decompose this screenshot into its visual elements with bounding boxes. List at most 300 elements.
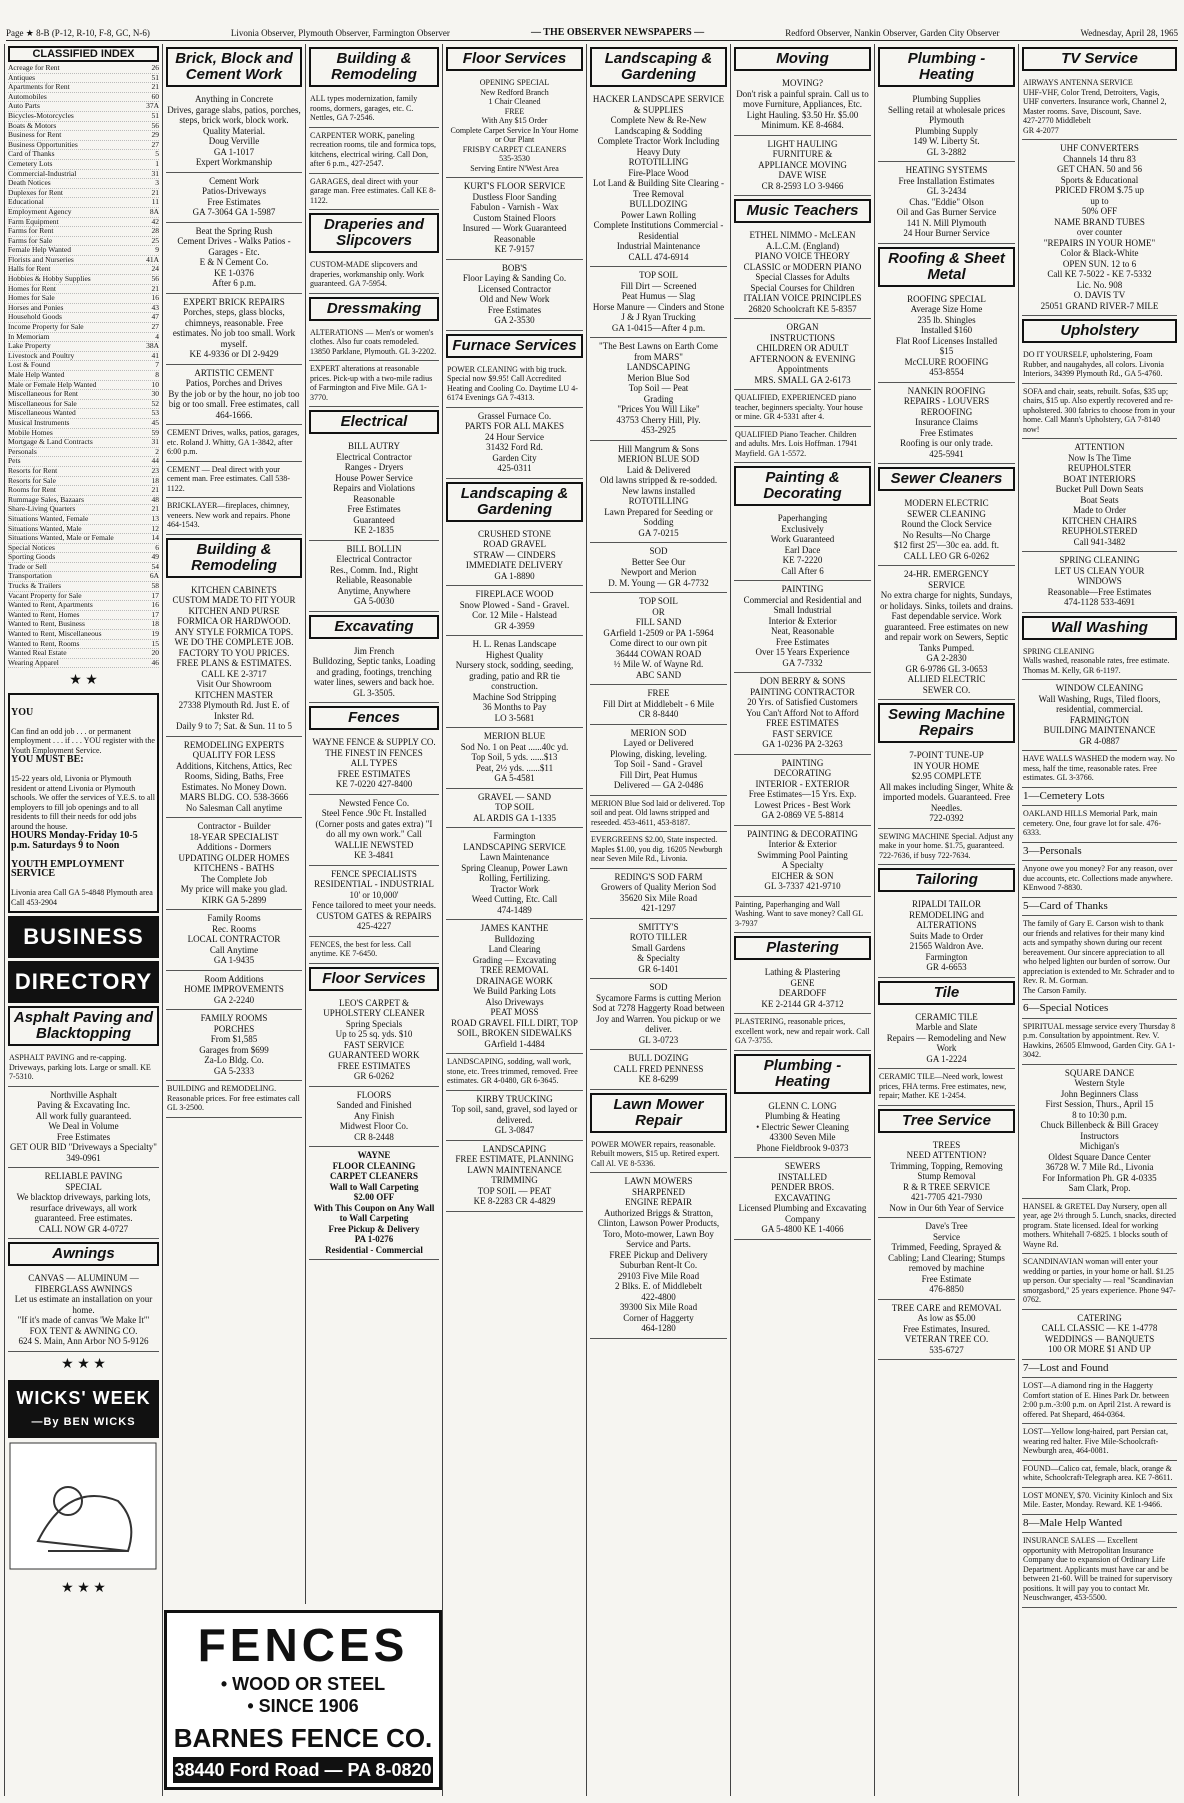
index-number: 20 [151, 648, 159, 658]
index-number: 24 [151, 264, 159, 274]
ad-lost-found-1: LOST—A diamond ring in the Haggerty Comfort station of E. Hines Park Dr. between 2:00 p.m.-3:00 p.m. on April 21st. A reward is offered. Pat Shepard, 464-0364. [1022, 1378, 1177, 1424]
ad-fences-1: WAYNE FENCE & SUPPLY CO. THE FINEST IN FENCES ALL TYPES FREE ESTIMATES KE 7-0220 427-8400 [309, 734, 439, 795]
section-card-of-thanks: 5—Card of Thanks [1022, 898, 1177, 917]
ad-brick-3: Beat the Spring Rush Cement Drives - Walks Patios - Garages - Etc. E & N Cement Co. KE 1-0376 After 6 p.m. [166, 223, 302, 294]
ad-landscaping-b1: HACKER LANDSCAPE SERVICE & SUPPLIES Complete New & Re-New Landscaping & Sodding Complete Tractor Work Including Heavy Duty ROTOTILLING Fire-Place Wood Lot Land & Building Site Clearing - Tree Removal BULLDOZING Power Lawn Rolling Complete Institutions Commercial - Residential Industrial Maintenance CALL 474-6914 [590, 91, 727, 267]
ad-painting-1: Paperhanging Exclusively Work Guaranteed Earl Dace KE 7-2220 Call After 6 [734, 510, 871, 581]
ad-landscaping-b11: REDING'S SOD FARM Growers of Quality Merion Sod 35620 Six Mile Road 421-1297 [590, 869, 727, 919]
page-number: Page ★ 8-B (P-12, R-10, F-8, GC, N-6) [6, 28, 150, 38]
index-label: Wanted to Rent, Miscellaneous [8, 629, 102, 639]
index-number: 6 [155, 542, 159, 552]
ad-landscaping-a7: JAMES KANTHE Bulldozing Land Clearing Grading — Excavating TREE REMOVAL DRAINAGE WORK We Build Parking Lots Also Driveways PEAT MOSS ROAD GRAVEL FILL DIRT, TOP SOIL, BROKEN SIDEWALKS GArfield 1-4484 [446, 920, 583, 1054]
index-label: Homes for Rent [8, 283, 56, 293]
ad-plumbing-3: GLENN C. LONG Plumbing & Heating • Electric Sewer Cleaning 43300 Seven Mile Phone Fieldbrook 9-0373 [734, 1098, 871, 1159]
index-number: 17 [151, 590, 159, 600]
category-building-2: Building & Remodeling [166, 538, 302, 578]
ad-landscaping-b8: MERION SOD Layed or Delivered Plowing, disking, leveling. Top Soil - Sand - Gravel Fill Dirt, Peat Humus Delivered — GA 2-0486 [590, 725, 727, 796]
ad-fences-2: Newsted Fence Co. Steel Fence .90c Ft. Installed (Corner posts and gates extra) "I do all my own work." Call WALLIE NEWSTED KE 3-4841 [309, 795, 439, 866]
papers-right: Redford Observer, Nankin Observer, Garden City Observer [785, 28, 1000, 38]
column-7 [874, 44, 1018, 1796]
ad-building-b5: Family Rooms Rec. Rooms LOCAL CONTRACTOR Call Anytime GA 1-9435 [166, 910, 302, 971]
index-number: 28 [151, 226, 159, 236]
index-number: 21 [151, 82, 159, 92]
index-number: 9 [155, 245, 159, 255]
index-number: 37A [146, 101, 159, 111]
index-label: Wanted to Rent, Homes [8, 609, 80, 619]
ad-landscaping-a2: FIREPLACE WOOD Snow Plowed - Sand - Gravel. Cor. 12 Mile - Halstead GR 4-3959 [446, 586, 583, 636]
ad-music-3: QUALIFIED, EXPERIENCED piano teacher, beginners specialty. Your house or mine. GR 4-5331 after 4. [734, 390, 871, 427]
index-label: Farms for Rent [8, 226, 54, 236]
index-number: 51 [151, 72, 159, 82]
ad-landscaping-b14: BULL DOZING CALL FRED PENNESS KE 8-6299 [590, 1050, 727, 1090]
index-label: Lake Property [8, 341, 51, 351]
index-label: Livestock and Poultry [8, 350, 75, 360]
fences-address: 38440 Ford Road — PA 8-0820 [173, 1757, 433, 1783]
ad-upholstery-1: DO IT YOURSELF, upholstering, Foam Rubber, and naugahydes, all colors. Livonia Interiors, 34399 Plymouth Rd., GA 5-4760. [1022, 347, 1177, 384]
youth-must-body: 15-22 years old, Livonia or Plymouth resident or attend Livonia or Plymouth schools. We offer the services of Y.E.S. to all employers to fill job openings and to all residents to fill their needs for odd jobs around the house. [11, 774, 155, 831]
ad-building-b3: Contractor - Builder 18-YEAR SPECIALIST Additions - Dormers UPDATING OLDER HOMES KITCHENS - BATHS The Complete Job My price will make you glad. KIRK GA 5-2899 [166, 818, 302, 910]
category-plastering: Plastering [734, 936, 871, 960]
index-number: 16 [151, 293, 159, 303]
index-label: Business Opportunities [8, 139, 78, 149]
ad-moving-1: MOVING? Don't risk a painful sprain. Call us to move Furniture, Appliances, Etc. Light Hauling. $3.50 Hr. $5.00 Minimum. KE 8-4684. [734, 75, 871, 136]
ad-landscaping-b7: FREE Fill Dirt at Middlebelt - 6 Mile CR 8-8440 [590, 685, 727, 725]
section-lost-found: 7—Lost and Found [1022, 1360, 1177, 1379]
category-sewing: Sewing Machine Repairs [878, 703, 1015, 743]
ad-landscaping-b13: SOD Sycamore Farms is cutting Merion Sod at 7278 Haggerty Road between Joy and Warren. You pickup or we deliver. GL 3-0723 [590, 979, 727, 1050]
column-2 [162, 44, 305, 1796]
index-label: Sporting Goods [8, 552, 56, 562]
category-fences: Fences [309, 706, 439, 730]
ad-asphalt-3: RELIABLE PAVING SPECIAL We blacktop driveways, parking lots, resurface driveways, all work guaranteed. Free estimates. CALL NOW GR 4-0727 [8, 1168, 159, 1239]
ad-lost-found-4: LOST MONEY, $70. Vicinity Kinloch and Six Mile. Easter, Monday. Reward. KE 1-9466. [1022, 1488, 1177, 1515]
index-label: Business for Rent [8, 130, 62, 140]
index-number: 21 [151, 283, 159, 293]
index-number: 30 [151, 389, 159, 399]
index-number: 45 [151, 417, 159, 427]
category-upholstery: Upholstery [1022, 319, 1177, 343]
index-number: 6A [149, 571, 159, 581]
ad-lost-found-2: LOST—Yellow long-haired, part Persian cat, wearing red halter. Five Mile-Schoolcraft-Newburgh area, 464-0081. [1022, 1424, 1177, 1461]
index-number: 27 [151, 322, 159, 332]
index-label: Homes for Sale [8, 293, 55, 303]
ad-fences-4: FENCES, the best for less. Call anytime. KE 7-6450. [309, 937, 439, 964]
index-label: Hobbies & Hobby Supplies [8, 274, 91, 284]
index-label: Miscellaneous Wanted [8, 408, 76, 418]
index-label: Wanted Real Estate [8, 648, 67, 658]
index-label: Situations Wanted, Male [8, 523, 82, 533]
ad-plumbing-2: HEATING SYSTEMS Free Installation Estimates GL 3-2434 Chas. "Eddie" Olson Oil and Gas Burner Service 141 N. Mill Plymouth 24 Hour Burner Service [878, 162, 1015, 244]
ad-building-3: GARAGES, deal direct with your garage man. Free estimates. Call KE 8-1122. [309, 174, 439, 211]
ad-landscaping-a4: MERION BLUE Sod No. 1 on Peat ......40c yd. Top Soil, 5 yds. ......$13 Peat, 2½ yds. ......$11 GA 5-4581 [446, 728, 583, 789]
index-number: 29 [151, 130, 159, 140]
index-label: Antiques [8, 72, 36, 82]
ad-roofing-2: NANKIN ROOFING REPAIRS - LOUVERS REROOFING Insurance Claims Free Estimates Roofing is our only trade. 425-5941 [878, 383, 1015, 465]
index-number: 5 [155, 149, 159, 159]
ad-special-notices-1: SPIRITUAL message service every Thursday 8 p.m. Consultation by appointment. Rev. V. Hawkins, 26505 Elmwood, Garden City. GA 1-3042. [1022, 1019, 1177, 1065]
section-male-help: 8—Male Help Wanted [1022, 1515, 1177, 1534]
index-number: 21 [151, 504, 159, 514]
ad-tv-1: AIRWAYS ANTENNA SERVICE UHF-VHF, Color Trend, Detroiters, Vagis, UHF converters. Insurance work, Channel 2, Master rooms. Save, Discount, Save. 427-2770 Middlebelt GR 4-2077 [1022, 75, 1177, 140]
wicks-title: WICKS' WEEK [16, 1387, 151, 1408]
ad-tile-1: CERAMIC TILE Marble and Slate Repairs — Remodeling and New Work GA 1-2224 [878, 1009, 1015, 1070]
index-label: Rooms for Rent [8, 485, 56, 495]
ad-brick-7: CEMENT — Deal direct with your cement man. Free estimates. Call 538-1122. [166, 462, 302, 499]
index-number: 15 [151, 638, 159, 648]
index-label: Cemetery Lots [8, 158, 53, 168]
index-number: 8A [149, 206, 159, 216]
ad-brick-8: BRICKLAYER—fireplaces, chimney, veneers. New work and repairs. Phone 464-1543. [166, 498, 302, 535]
ad-sewer-2: 24-HR. EMERGENCY SERVICE No extra charge for nights, Sundays, or holidays. Sinks, toilets and drains. Fast dependable service. Work guaranteed. Free estimates on new and repair work on Sewers, Septic Tanks Pumped. GA 2-2830 GR 6-9786 GL 3-0653 ALLIED ELECTRIC SEWER CO. [878, 566, 1015, 700]
ad-landscaping-a10: LANDSCAPING FREE ESTIMATE, PLANNING LAWN MAINTENANCE TRIMMING TOP SOIL — PEAT KE 8-2283 CR 4-4829 [446, 1141, 583, 1212]
index-label: Female Help Wanted [8, 245, 71, 255]
star-divider: ★ ★ ★ [61, 1356, 106, 1372]
index-label: Horses and Ponies [8, 302, 64, 312]
index-number: 59 [151, 427, 159, 437]
index-label: Farms for Sale [8, 235, 53, 245]
index-label: Transportation [8, 571, 52, 581]
ad-painting-2: PAINTING Commercial and Residential and Small Industrial Interior & Exterior Neat, Reasonable Free Estimates Over 15 Years Experience GA 7-7332 [734, 581, 871, 673]
index-number: 41A [146, 254, 159, 264]
ad-landscaping-b5: SOD Better See Our Newport and Merion D. M. Young — GR 4-7732 [590, 543, 727, 593]
directory-banner: DIRECTORY [8, 961, 159, 1003]
index-number: 60 [151, 91, 159, 101]
index-row [8, 659, 159, 669]
ad-landscaping-a9: KIRBY TRUCKING Top soil, sand, gravel, sod layed or delivered. GL 3-0847 [446, 1091, 583, 1141]
ad-wallwashing-1: SPRING CLEANING Walls washed, reasonable rates, free estimate. Thomas M. Kelly, GR 6-1197. [1022, 644, 1177, 681]
ad-landscaping-b9: MERION Blue Sod laid or delivered. Top soil and peat. Old lawns stripped and reseeded. 453-4611, 453-8187. [590, 796, 727, 833]
ad-landscaping-b2: TOP SOIL Fill Dirt — Screened Peat Humus — Slag Horse Manure — Cinders and Stone J & J Ryan Trucking GA 1-0415—After 4 p.m. [590, 267, 727, 338]
ad-awnings-1: CANVAS — ALUMINUM — FIBERGLASS AWNINGS Let us estimate an installation on your home. "If it's made of canvas 'We Make It'" FOX TENT & AWNING CO. 624 S. Main, Ann Arbor NO 5-9126 [8, 1270, 159, 1352]
index-label: Rummage Sales, Bazaars [8, 494, 85, 504]
page-header [6, 26, 1178, 41]
category-painting: Painting & Decorating [734, 466, 871, 506]
ad-landscaping-a1: CRUSHED STONE ROAD GRAVEL STRAW — CINDERS IMMEDIATE DELIVERY GA 1-8890 [446, 526, 583, 587]
ad-floor-a1: OPENING SPECIAL New Redford Branch 1 Chair Cleaned FREE With Any $15 Order Complete Carpet Service In Your Home or Our Plant FRISBY CARPET CLEANERS 535-3530 Serving Entire N'West Area [446, 75, 583, 178]
ad-lost-found-3: FOUND—Calico cat, female, black, orange & white, Schoolcraft-Telegraph area. KE 7-8611. [1022, 1461, 1177, 1488]
ad-card-of-thanks: The family of Gary E. Carson wish to thank our friends and relatives for their many kind acts and sympathy shown during our recent bereavement. Our sincere appreciation to all who helped lighten our burden of sorrow. Our appreciation is extended to Mr. Schrader and to Rev. R. M. Gorman. The Carson Family. [1022, 916, 1177, 1000]
index-number: 10 [151, 379, 159, 389]
index-label: Situations Wanted, Female [8, 513, 89, 523]
ad-tile-2: CERAMIC TILE—Need work, lowest prices, FHA terms. Free estimates, new, repair; Mather. KE 1-2454. [878, 1069, 1015, 1106]
barnes-fence-ad [164, 1610, 442, 1790]
index-number: 26 [151, 63, 159, 72]
index-number: 18 [151, 619, 159, 629]
papers-left: Livonia Observer, Plymouth Observer, Farmington Observer [230, 28, 450, 38]
section-special-notices: 6—Special Notices [1022, 1000, 1177, 1019]
index-label: Wanted to Rent, Apartments [8, 600, 93, 610]
category-landscaping: Landscaping & Gardening [590, 47, 727, 87]
ad-building-b1: KITCHEN CABINETS CUSTOM MADE TO FIT YOUR KITCHEN AND PURSE FORMICA OR HARDWOOD. ANY STYLE FORMICA TOPS. WE DO THE COMPLETE JOB. FACTORY TO YOU PRICES. FREE PLANS & ESTIMATES. CALL KE 2-3717 Visit Our Showroom KITCHEN MASTER 27338 Plymouth Rd. Just E. of Inkster Rd. Daily 9 to 7; Sat. & Sun. 11 to 5 [166, 582, 302, 737]
ad-landscaping-b12: SMITTY'S ROTO TILLER Small Gardens & Specialty GR 6-1401 [590, 919, 727, 980]
index-label: Death Notices [8, 178, 51, 188]
category-wallwashing: Wall Washing [1022, 616, 1177, 640]
index-list [8, 64, 159, 668]
index-number: 46 [151, 657, 159, 667]
ad-brick-5: ARTISTIC CEMENT Patios, Porches and Drives By the job or by the hour, no job too big or too small. Free estimates, call 464-1666. [166, 365, 302, 426]
category-electrical: Electrical [309, 410, 439, 434]
ad-brick-6: CEMENT Drives, walks, patios, garages, etc. Roland J. Whitty, GA 1-3842, after 6:00 p.m. [166, 425, 302, 462]
index-number: 14 [151, 533, 159, 543]
youth-body: Can find an odd job . . . or permanent employment . . . if . . . YOU register with the Youth Employment Service. [11, 726, 155, 755]
category-music: Music Teachers [734, 199, 871, 223]
index-number: 51 [151, 110, 159, 120]
wicks-cartoon-image [8, 1441, 158, 1571]
ad-painting-4: PAINTING DECORATING INTERIOR - EXTERIOR Free Estimates—15 Yrs. Exp. Lowest Prices - Best Work GA 2-0869 VE 5-8814 [734, 755, 871, 826]
ad-fences-3: FENCE SPECIALISTS RESIDENTIAL - INDUSTRIAL 10' or 10,000' Fence tailored to meet your needs. CUSTOM GATES & REPAIRS 425-4227 [309, 866, 439, 937]
ad-lawnmower-1: POWER MOWER repairs, reasonable. Rebuilt mowers, $15 up. Retired expert. Call Al. VE 8-5336. [590, 1137, 727, 1174]
ad-draperies-1: CUSTOM-MADE slipcovers and draperies, workmanship only. Work guaranteed. GA 7-5954. [309, 257, 439, 294]
index-label: Educational [8, 197, 44, 207]
index-number: 48 [151, 494, 159, 504]
index-number: 52 [151, 398, 159, 408]
ad-floor-a3: BOB'S Floor Laying & Sanding Co. Licensed Contractor Old and New Work Free Estimates GA 2-3530 [446, 260, 583, 331]
index-number: 1 [155, 158, 159, 168]
index-label: Vacant Property for Sale [8, 590, 82, 600]
category-floor-2: Floor Services [309, 967, 439, 991]
index-number: 8 [155, 370, 159, 379]
ad-electrical-1: BILL AUTRY Electrical Contractor Ranges - Dryers House Power Service Repairs and Violations Reasonable Free Estimates Guaranteed KE 2-1835 [309, 438, 439, 541]
index-number: 31 [151, 168, 159, 178]
section-cemetery: 1—Cemetery Lots [1022, 788, 1177, 807]
ad-landscaping-b10: EVERGREENS $2.00, State inspected. Maples $1.00, you dig. 16205 Newburgh near Seven Mile Rd., Livonia. [590, 832, 727, 869]
category-dressmaking: Dressmaking [309, 297, 439, 321]
star-divider: ★ ★ ★ [61, 1580, 106, 1596]
index-number: 56 [151, 274, 159, 284]
index-label: Special Notices [8, 542, 55, 552]
ad-wallwashing-3: HAVE WALLS WASHED the modern way. No mess, half the time, reasonable rates. Free estimates. GL 3-3766. [1022, 751, 1177, 788]
ad-sewing-2: SEWING MACHINE Special. Adjust any make in your home. $1.75, guaranteed. 722-7636, if busy 722-7634. [878, 829, 1015, 866]
category-lawnmower: Lawn Mower Repair [590, 1093, 727, 1133]
index-number: 53 [151, 408, 159, 418]
youth-call: Livonia area Call GA 5-4848 Plymouth area Call 453-2904 [11, 888, 153, 907]
index-number: 49 [151, 552, 159, 562]
index-label: Employment Agency [8, 206, 72, 216]
column-5 [586, 44, 730, 1796]
ad-plastering-2: PLASTERING, reasonable prices, excellent work, new and repair work. Call GA 7-3755. [734, 1014, 871, 1051]
index-number: 42 [151, 216, 159, 226]
index-label: Male Help Wanted [8, 370, 65, 379]
index-number: 21 [151, 485, 159, 495]
column-index [4, 44, 162, 1796]
index-number: 41 [151, 350, 159, 360]
index-number: 12 [151, 523, 159, 533]
column-4 [442, 44, 586, 1796]
index-label: Wanted to Rent, Business [8, 619, 85, 629]
category-tile: Tile [878, 981, 1015, 1005]
wicks-week-banner [8, 1380, 159, 1438]
ad-landscaping-a5: GRAVEL — SAND TOP SOIL AL ARDIS GA 1-1335 [446, 789, 583, 829]
category-brick: Brick, Block and Cement Work [166, 47, 302, 87]
index-label: Automobiles [8, 91, 47, 101]
column-3 [305, 44, 442, 1604]
ad-building-2: CARPENTER WORK, paneling recreation rooms, tile and formica tops, kitchens, electrical wiring. Call Don, after 6 p.m., 427-2547. [309, 128, 439, 174]
classified-index [8, 46, 159, 668]
ad-wallwashing-2: WINDOW CLEANING Wall Washing, Rugs, Tiled floors, residential, commercial. FARMINGTON BUILDING MAINTENANCE GR 4-0887 [1022, 680, 1177, 751]
ad-building-b2: REMODELING EXPERTS QUALITY FOR LESS Additions, Kitchens, Attics, Rec Rooms, Siding, Baths, Free Estimates. No Money Down. MARS BLDG. CO. 538-3666 No Salesman Call anytime [166, 737, 302, 819]
index-label: Wearing Apparel [8, 657, 59, 667]
ad-floor-a2: KURT'S FLOOR SERVICE Dustless Floor Sanding Fabulon - Varnish - Wax Custom Stained Floors Insured — Work Guaranteed Reasonable KE 7-9157 [446, 178, 583, 260]
index-number: 43 [151, 302, 159, 312]
ad-tree-3: TREE CARE and REMOVAL As low as $5.00 Free Estimates, Insured. VETERAN TREE CO. 535-6727 [878, 1300, 1015, 1361]
index-label: In Memoriam [8, 331, 50, 341]
youth-hours: HOURS Monday-Friday 10-5 p.m. Saturdays 9 to Noon [11, 830, 138, 851]
index-number: 23 [151, 465, 159, 475]
ad-landscaping-b4: Hill Mangrum & Sons MERION BLUE SOD Laid & Delivered Old lawns stripped & re-sodded. New lawns installed ROTOTILLING Lawn Prepared for Seeding or Sodding GA 7-0215 [590, 441, 727, 544]
ad-building-1: ALL types modernization, family rooms, dormers, garages, etc. C. Nettles, GA 7-2546. [309, 91, 439, 128]
ad-upholstery-2: SOFA and chair, seats, rebuilt. Sofas, $35 up; chairs, $15 up. Also expertly recovered and re-upholstered. 300 fabrics to choose from in your home. Call Mann's Upholstery, GA 7-8140 now! [1022, 384, 1177, 440]
index-label: Acreage for Rent [8, 63, 60, 72]
ad-furnace-2: Grassel Furnace Co. PARTS FOR ALL MAKES 24 Hour Service 31432 Ford Rd. Garden City 425-0311 [446, 408, 583, 479]
ad-floor-1: LEO'S CARPET & UPHOLSTERY CLEANER Spring Specials Up to 25 sq. yds. $10 FAST SERVICE GUARANTEED WORK FREE ESTIMATES GR 6-0262 [309, 995, 439, 1087]
column-8 [1018, 44, 1180, 1796]
ad-special-notices-3: HANSEL & GRETEL Day Nursery, open all year, age 2½ through 5. Lunch, snacks, directed program. State licensed. Ideal for working mothers. Whitehall 7-6825. 1 blocks south of Wayne Rd. [1022, 1199, 1177, 1255]
ad-sewer-1: MODERN ELECTRIC SEWER CLEANING Round the Clock Service No Results—No Charge $12 first 25'—30c ea. add. ft. CALL LEO GR 6-0262 [878, 495, 1015, 566]
index-label: Apartments for Rent [8, 82, 70, 92]
index-label: Trade or Sell [8, 561, 47, 571]
index-label: Share-Living Quarters [8, 504, 76, 514]
ad-asphalt-1: ASPHALT PAVING and re-capping. Driveways, parking lots. Large or small. KE 7-5310. [8, 1050, 159, 1087]
ad-plumbing-5: SEWERS INSTALLED PENDER BROS. EXCAVATING Licensed Plumbing and Excavating Company GA 5-4800 KE 1-4066 [734, 1158, 871, 1240]
index-label: Household Goods [8, 312, 62, 322]
index-label: Situations Wanted, Male or Female [8, 533, 114, 543]
masthead: — THE OBSERVER NEWSPAPERS — [530, 27, 705, 38]
fences-title: FENCES [197, 1619, 409, 1671]
ad-music-1: ETHEL NIMMO - McLEAN A.L.C.M. (England) PIANO VOICE THEORY CLASSIC or MODERN PIANO Special Classes for Adults Special Courses for Children ITALIAN VOICE PRINCIPLES 26820 Schoolcraft KE 5-8357 [734, 227, 871, 319]
ad-building-b8: BUILDING and REMODELING. Reasonable prices. For free estimates call GL 3-2500. [166, 1081, 302, 1118]
index-number: 13 [151, 513, 159, 523]
index-number: 17 [151, 609, 159, 619]
ad-dressmaking-2: EXPERT alterations at reasonable prices. Pick-up with a two-mile radius of Farmington and Five Mile. GA 1-3770. [309, 361, 439, 407]
index-label: Resorts for Sale [8, 475, 56, 485]
index-label: Lost & Found [8, 360, 51, 370]
category-roofing: Roofing & Sheet Metal [878, 247, 1015, 287]
index-label: Miscellaneous for Rent [8, 389, 78, 399]
index-number: 58 [151, 581, 159, 591]
ad-lawnmower-2: LAWN MOWERS SHARPENED ENGINE REPAIR Authorized Briggs & Stratton, Clinton, Lawson Power Products, Toro, Moto-mower, Lawn Boy Service and Parts. FREE Pickup and Delivery Suburban Rent-It Co. 29103 Five Mile Road 2 Blks. E. of Middlebelt 422-4800 39300 Six Mile Road Corner of Haggerty 464-1280 [590, 1173, 727, 1339]
category-draperies: Draperies and Slipcovers [309, 213, 439, 253]
index-label: Income Property for Sale [8, 322, 84, 332]
ad-male-help-1: INSURANCE SALES — Excellent opportunity with Metropolitan Insurance Company due to expansion of Ordinary Life Department. Applicants must have car and be between 21-60. Will be trained for supervisory positions. It will pay you to contact Mr. Neuschwanger, 453-5500. [1022, 1533, 1177, 1608]
ad-upholstery-4: SPRING CLEANING LET US CLEAN YOUR WINDOWS Reasonable—Free Estimates 474-1128 533-4691 [1022, 552, 1177, 613]
category-moving: Moving [734, 47, 871, 71]
youth-employment-ad [8, 693, 159, 913]
index-number: 16 [151, 600, 159, 610]
index-number: 38A [146, 341, 159, 351]
category-tree: Tree Service [878, 1109, 1015, 1133]
ad-floor-3: WAYNE FLOOR CLEANING CARPET CLEANERS Wall to Wall Carpeting $2.00 OFF With This Coupon on Any Wall to Wall Carpeting Free Pickup & Delivery PA 1-0276 Residential - Commercial [309, 1147, 439, 1260]
ad-electrical-2: BILL BOLLIN Electrical Contractor Res., Comm. Ind., Right Reliable, Reasonable Anytime, Anywhere GA 5-0030 [309, 541, 439, 612]
ad-cemetery: OAKLAND HILLS Memorial Park, main cemetery. One, four grave lot for sale. 476-6333. [1022, 806, 1177, 843]
index-number: 56 [151, 120, 159, 130]
ad-painting-6: Painting, Paperhanging and Wall Washing. Want to save money? Call GL 3-7937 [734, 897, 871, 934]
ad-building-b6: Room Additions HOME IMPROVEMENTS GA 2-2240 [166, 971, 302, 1011]
fences-line-2: • SINCE 1906 [247, 1696, 359, 1716]
category-excavating: Excavating [309, 615, 439, 639]
category-plumbing-2: Plumbing - Heating [734, 1054, 871, 1094]
index-label: Male or Female Help Wanted [8, 379, 97, 389]
page-date: Wednesday, April 28, 1965 [1080, 28, 1178, 38]
ad-building-b7: FAMILY ROOMS PORCHES From $1,585 Garages from $699 Za-Lo Bldg. Co. GA 5-2333 [166, 1010, 302, 1081]
category-awnings: Awnings [8, 1242, 159, 1266]
index-number: 3 [155, 178, 159, 188]
ad-landscaping-a6: Farmington LANDSCAPING SERVICE Lawn Maintenance Spring Cleanup, Power Lawn Rolling, Fertilizing. Tractor Work Weed Cutting, Etc. Call 474-1489 [446, 828, 583, 920]
category-landscaping-2: Landscaping & Gardening [446, 482, 583, 522]
ad-roofing-1: ROOFING SPECIAL Average Size Home 235 lb. Shingles Installed $160 Flat Roof Licenses Installed $15 McCLURE ROOFING 453-8554 [878, 291, 1015, 383]
youth-must: YOU MUST BE: [11, 754, 84, 766]
index-number: 21 [151, 187, 159, 197]
ad-painting-5: PAINTING & DECORATING Interior & Exterior Swimming Pool Painting A Specialty EICHER & SON GL 3-7337 421-9710 [734, 826, 871, 897]
ad-brick-2: Cement Work Patios-Driveways Free Estimates GA 7-3064 GA 1-5987 [166, 173, 302, 223]
section-personals: 3—Personals [1022, 843, 1177, 862]
index-label: Pets [8, 456, 21, 466]
ad-special-notices-5: CATERING CALL CLASSIC — KE 1-4778 WEDDINGS — BANQUETS 100 OR MORE $1 AND UP [1022, 1310, 1177, 1360]
index-number: 44 [151, 456, 159, 466]
index-label: Miscellaneous for Sale [8, 398, 77, 408]
ad-sewing-1: 7-POINT TUNE-UP IN YOUR HOME $2.95 COMPLETE All makes including Singer, White & imported models. Guaranteed. Free Needles. 722-0392 [878, 747, 1015, 829]
ad-brick-4: EXPERT BRICK REPAIRS Porches, steps, glass blocks, chimneys, reasonable. Free estimates. No job too small. Work myself. KE 4-9336 or DI 2-9429 [166, 294, 302, 365]
ad-brick-1: Anything in Concrete Drives, garage slabs, patios, porches, steps, brick work, block work. Quality Material. Doug Verville GA 1-1017 Expert Workmanship [166, 91, 302, 173]
index-number: 27 [151, 139, 159, 149]
ad-landscaping-b6: TOP SOIL OR FILL SAND GArfield 1-2509 or PA 1-5964 Come direct to our own pit 36444 COWAN ROAD ½ Mile W. of Wayne Rd. ABC SAND [590, 593, 727, 685]
index-row [8, 448, 159, 458]
ad-music-2: ORGAN INSTRUCTIONS CHILDREN OR ADULT AFTERNOON & EVENING Appointments MRS. SMALL GA 2-6173 [734, 319, 871, 390]
category-plumbing: Plumbing - Heating [878, 47, 1015, 87]
index-label: Wanted to Rent, Rooms [8, 638, 80, 648]
index-label: Halls for Rent [8, 264, 51, 274]
ad-excavating-1: Jim French Bulldozing, Septic tanks, Loading and grading, footings, trenching water lines, sewers and back hoe. GL 3-3505. [309, 643, 439, 704]
category-building: Building & Remodeling [309, 47, 439, 87]
youth-service: YOUTH EMPLOYMENT SERVICE [11, 858, 124, 880]
ad-asphalt-2: Northville Asphalt Paving & Excavating Inc. All work fully guaranteed. We Deal in Volume Free Estimates GET OUR BID "Driveways a Specialty" 349-0961 [8, 1087, 159, 1169]
ad-tree-2: Dave's Tree Service Trimmed, Feeding, Sprayed & Cabling; Land Clearing; Stumps removed by machine Free Estimate 476-8850 [878, 1218, 1015, 1300]
star-divider: ★ ★ [69, 673, 98, 689]
wicks-byline: —By BEN WICKS [31, 1415, 136, 1428]
index-number: 18 [151, 475, 159, 485]
ad-landscaping-b3: "The Best Lawns on Earth Come from MARS" LANDSCAPING Merion Blue Sod Top Soil — Peat Grading "Prices You Will Like" 43753 Cherry Hill, Ply. 453-2925 [590, 338, 727, 441]
index-label: Musical Instruments [8, 417, 70, 427]
index-label: Trucks & Trailers [8, 581, 62, 591]
ad-dressmaking-1: ALTERATIONS — Men's or women's clothes. Also fur coats remodeled. 13850 Parklane, Plymouth. GL 3-2202. [309, 325, 439, 362]
ad-upholstery-3: ATTENTION Now Is The Time REUPHOLSTER BOAT INTERIORS Bucket Pull Down Seats Boat Seats Made to Order KITCHEN CHAIRS REUPHOLSTERED Call 941-3482 [1022, 439, 1177, 552]
ad-tv-2: UHF CONVERTERS Channels 14 thru 83 GET CHAN. 50 and 56 Sports & Educational PRICED FROM $.75 up up to 50% OFF NAME BRAND TUBES over counter "REPAIRS IN YOUR HOME" Color & Black-White OPEN SUN. 12 to 6 Call KE 7-5022 - KE 7-5332 Lic. No. 908 O. DAVIS TV 25051 GRAND RIVER-7 MILE [1022, 140, 1177, 316]
ad-plastering-1: Lathing & Plastering GENE DEARDOFF KE 2-2144 GR 4-3712 [734, 964, 871, 1014]
business-banner: BUSINESS [8, 916, 159, 958]
ad-tailoring-1: RIPALDI TAILOR REMODELING and ALTERATIONS Suits Made to Order 21565 Waldron Ave. Farmington GR 4-6653 [878, 896, 1015, 978]
ad-furnace-1: POWER CLEANING with big truck. Special now $9.95! Call Accredited Heating and Cooling Co. Daytime LU 4-6174 Evenings GA 7-4313. [446, 362, 583, 408]
ad-moving-2: LIGHT HAULING FURNITURE & APPLIANCE MOVING DAVE WISE CR 8-2593 LO 3-9466 [734, 136, 871, 197]
index-label: Florists and Nurseries [8, 254, 74, 264]
index-number: 31 [151, 437, 159, 447]
index-number: 47 [151, 312, 159, 322]
index-label: Farm Equipment [8, 216, 59, 226]
ad-painting-3: DON BERRY & SONS PAINTING CONTRACTOR 20 Yrs. of Satisfied Customers You Can't Afford Not to Afford FREE ESTIMATES FAST SERVICE GA 1-0236 PA 2-3263 [734, 673, 871, 755]
index-label: Card of Thanks [8, 149, 55, 159]
index-number: 2 [155, 446, 159, 456]
index-label: Resorts for Rent [8, 465, 58, 475]
ad-tree-1: TREES NEED ATTENTION? Trimming, Topping, Removing Stump Removal R & R TREE SERVICE 421-7705 421-7930 Now in Our 6th Year of Service [878, 1137, 1015, 1219]
index-label: Duplexes for Rent [8, 187, 63, 197]
index-label: Auto Parts [8, 101, 40, 111]
index-label: Mobile Homes [8, 427, 53, 437]
ad-personals: Anyone owe you money? For any reason, over due accounts, etc. Collections made anywhere. KEnwood 7-8830. [1022, 861, 1177, 898]
fences-company: BARNES FENCE CO. [173, 1723, 433, 1753]
youth-title: YOU [11, 706, 34, 718]
ad-landscaping-a3: H. L. Renas Landscape Highest Quality Nursery stock, sodding, seeding, grading, patio and RR tie construction. Machine Sod Stripping 36 Months to Pay LO 3-5681 [446, 636, 583, 728]
ad-floor-2: FLOORS Sanded and Finished Any Finish Midwest Floor Co. CR 8-2448 [309, 1087, 439, 1148]
category-floor: Floor Services [446, 47, 583, 71]
ad-plumbing-1: Plumbing Supplies Selling retail at wholesale prices Plymouth Plumbing Supply 149 W. Liberty St. GL 3-2882 [878, 91, 1015, 162]
